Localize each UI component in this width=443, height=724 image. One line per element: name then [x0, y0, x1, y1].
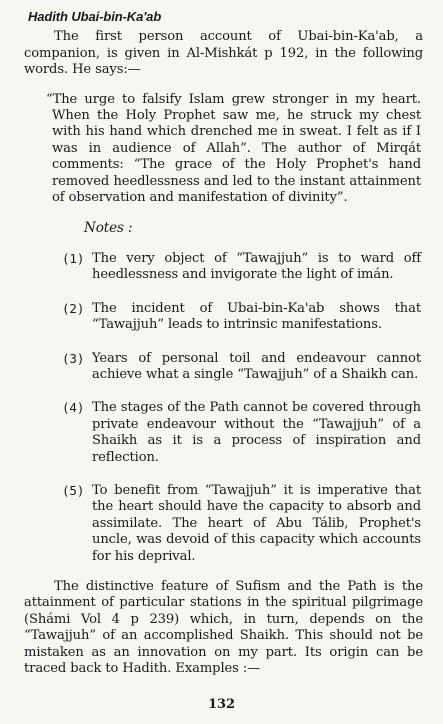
note-text: The very object of “Tawajjuh” is to ward off heedlessness and invigorate the light of imán.: [92, 250, 421, 283]
note-item: [62, 301, 423, 334]
note-text: To benefit from “Tawajjuh” it is imperative that the heart should have the capacity to absorb and assimilate. The heart of Abu Tálib, Prophet's uncle, was devoid of this capacity which accounts for his deprival.: [92, 482, 421, 564]
notes-list: [24, 251, 423, 565]
note-text: Years of personal toil and endeavour cannot achieve what a single “Tawajjuh” of a Shaikh can.: [92, 350, 421, 382]
note-text: The incident of Ubai-bin-Ka'ab shows that “Tawajjuh” leads to intrinsic manifestations.: [92, 300, 421, 333]
note-item: [62, 351, 423, 384]
note-number: (4): [62, 400, 85, 416]
note-number: (3): [62, 350, 85, 366]
page-number: 132: [208, 697, 235, 712]
note-item: [62, 251, 423, 284]
quotation-paragraph: “The urge to falsify Islam grew stronger in my heart. When the Holy Prophet saw me, he struck my chest with his hand which drenched me in sweat. I felt as if I was in audience of Allah”. The author of Mirqát comments: “The grace of the Holy Prophet's hand removed heedlessness and led to the instant attainment of observation and manifestation of divinity”.: [46, 91, 421, 206]
intro-paragraph: The first person account of Ubai-bin-Ka'ab, a companion, is given in Al-Mishkát p 192, in the following words. He says:—: [24, 29, 423, 78]
note-number: (5): [62, 482, 85, 498]
note-item: [62, 483, 423, 565]
note-text: The stages of the Path cannot be covered through private endeavour without the “Tawajjuh” of a Shaikh as it is a process of inspiration and reflection.: [92, 400, 421, 465]
closing-paragraph: The distinctive feature of Sufism and the Path is the attainment of particular stations in the spiritual pilgrimage (Shámi Vol 4 p 239) which, in turn, depends on the “Tawajjuh” of an accomplished Shaikh. This should not be mistaken as an innovation on my part. Its origin can be traced back to Hadith. Examples :—: [24, 578, 423, 676]
note-item: [62, 400, 423, 466]
notes-title: Notes :: [84, 220, 133, 237]
note-number: (2): [62, 300, 85, 316]
note-number: (1): [62, 250, 85, 266]
section-heading: Hadith Ubai-bin-Ka'ab: [28, 9, 162, 24]
